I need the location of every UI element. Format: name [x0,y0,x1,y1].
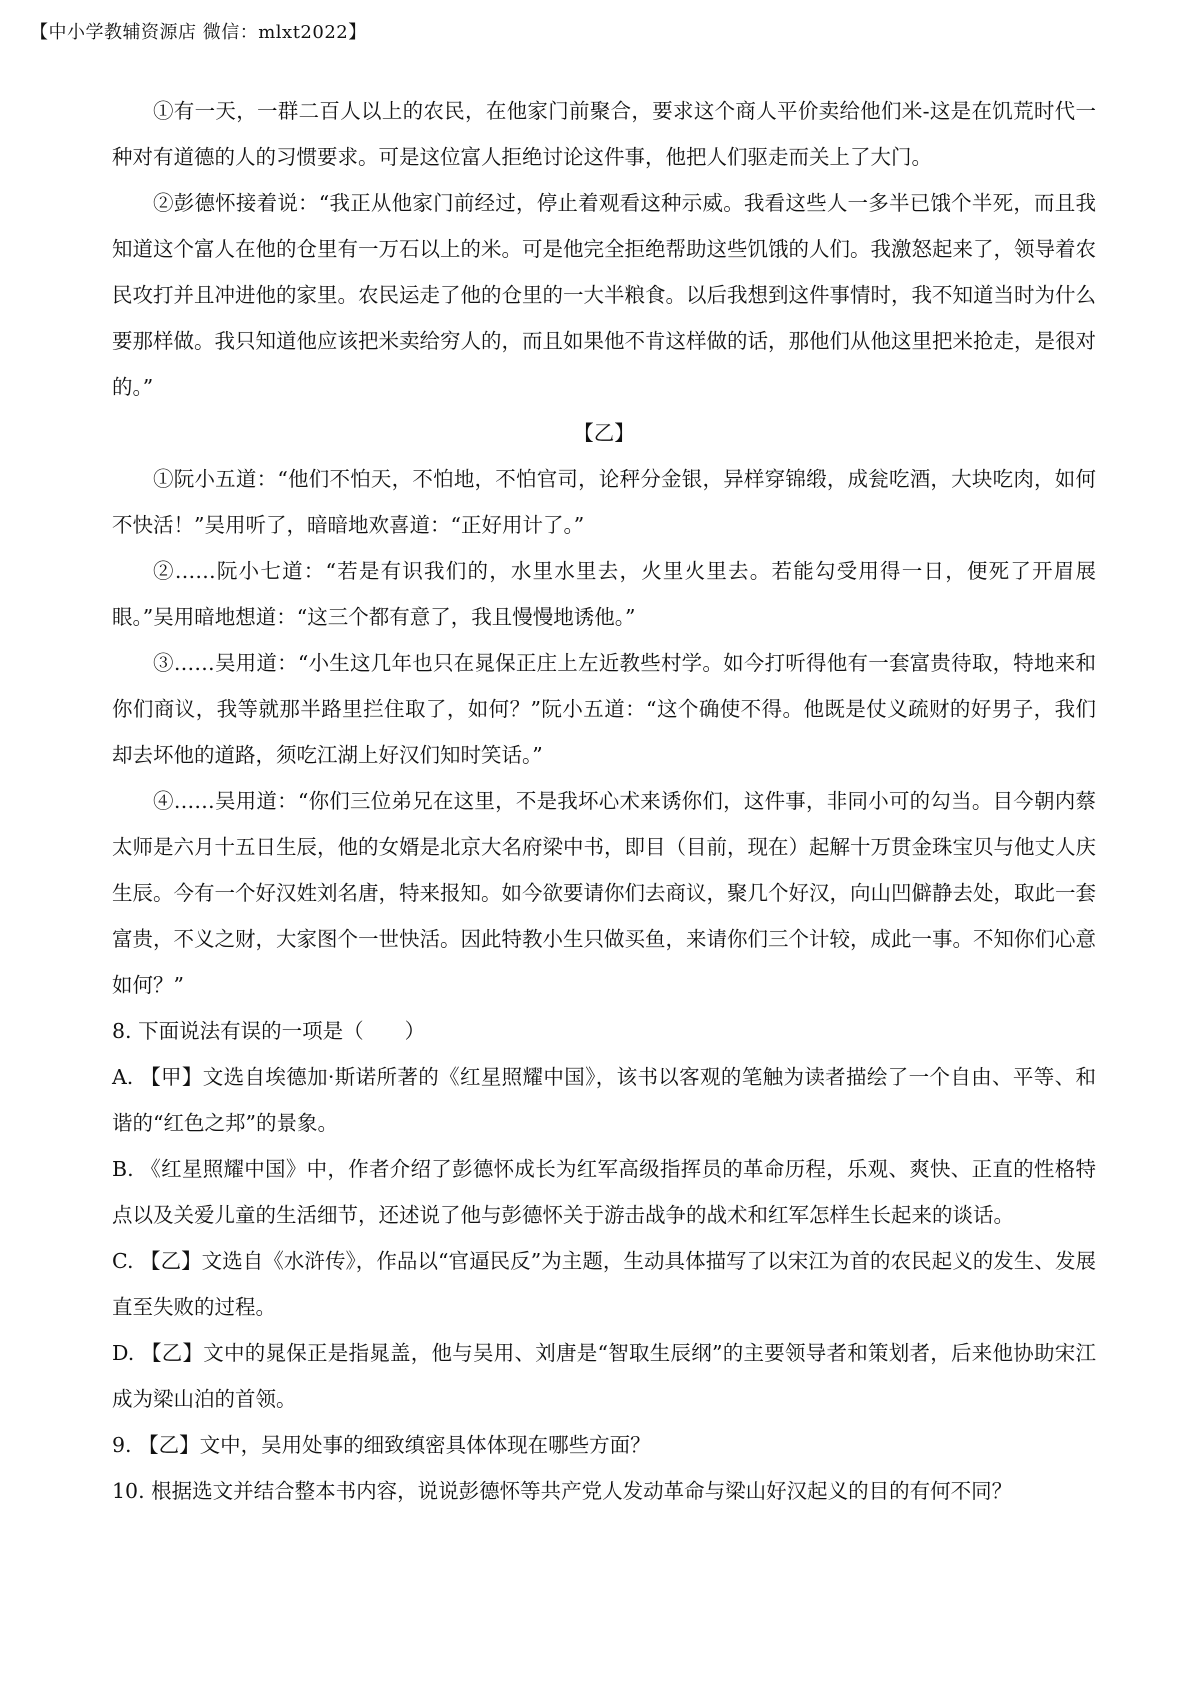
document-body [112,88,1096,1514]
question-8-option-a: A. 【甲】文选自埃德加·斯诺所著的《红星照耀中国》，该书以客观的笔触为读者描绘了一个自由、平等、和谐的“红色之邦”的景象。 [112,1065,1096,1135]
passage-yi-paragraph-2: ②……阮小七道：“若是有识我们的，水里水里去，火里火里去。若能勾受用得一日，便死了开眉展眼。”吴用暗地想道：“这三个都有意了，我且慢慢地诱他。” [112,559,1096,629]
page-header-watermark: 【中小学教辅资源店 微信：mlxt2022】 [30,22,367,43]
passage-yi-paragraph-1: ①阮小五道：“他们不怕天，不怕地，不怕官司，论秤分金银，异样穿锦缎，成瓮吃酒，大块吃肉，如何不快活！”吴用听了，暗暗地欢喜道：“正好用计了。” [112,467,1096,537]
questions [112,1008,1096,1514]
question-8-option-b: B. 《红星照耀中国》中，作者介绍了彭德怀成长为红军高级指挥员的革命历程，乐观、爽快、正直的性格特点以及关爱儿童的生活细节，还述说了他与彭德怀关于游击战争的战术和红军怎样生长起来的谈话。 [112,1157,1096,1227]
passage-jia-paragraph-2: ②彭德怀接着说：“我正从他家门前经过，停止着观看这种示威。我看这些人一多半已饿个半死，而且我知道这个富人在他的仓里有一万石以上的米。可是他完全拒绝帮助这些饥饿的人们。我激怒起来了，领导着农民攻打并且冲进他的家里。农民运走了他的仓里的一大半粮食。以后我想到这件事情时，我不知道当时为什么要那样做。我只知道他应该把米卖给穷人的，而且如果他不肯这样做的话，那他们从他这里把米抢走，是很对的。” [112,191,1096,399]
passage-jia [112,88,1096,410]
passage-yi-paragraph-3: ③……吴用道：“小生这几年也只在晁保正庄上左近教些村学。如今打听得他有一套富贵待取，特地来和你们商议，我等就那半路里拦住取了，如何？”阮小五道：“这个确使不得。他既是仗义疏财的好男子，我们却去坏他的道路，须吃江湖上好汉们知时笑话。” [112,651,1096,767]
question-8-option-c: C. 【乙】文选自《水浒传》，作品以“官逼民反”为主题，生动具体描写了以宋江为首的农民起义的发生、发展直至失败的过程。 [112,1249,1096,1319]
question-9: 9. 【乙】文中，吴用处事的细致缜密具体体现在哪些方面？ [112,1433,651,1457]
passage-yi [112,410,1096,1008]
passage-yi-title: 【乙】 [573,421,635,445]
passage-yi-paragraph-4: ④……吴用道：“你们三位弟兄在这里，不是我坏心术来诱你们，这件事，非同小可的勾当。目今朝内蔡太师是六月十五日生辰，他的女婿是北京大名府梁中书，即目（目前，现在）起解十万贯金珠宝贝与他丈人庆生辰。今有一个好汉姓刘名唐，特来报知。如今欲要请你们去商议，聚几个好汉，向山凹僻静去处，取此一套富贵，不义之财，大家图个一世快活。因此特教小生只做买鱼，来请你们三个计较，成此一事。不知你们心意如何？” [112,789,1096,997]
question-8-stem: 8. 下面说法有误的一项是（ ） [112,1019,426,1043]
passage-jia-paragraph-1: ①有一天，一群二百人以上的农民，在他家门前聚合，要求这个商人平价卖给他们米-这是在饥荒时代一种对有道德的人的习惯要求。可是这位富人拒绝讨论这件事，他把人们驱走而关上了大门。 [112,99,1096,169]
question-10: 10. 根据选文并结合整本书内容，说说彭德怀等共产党人发动革命与梁山好汉起义的目的有何不同？ [112,1479,1013,1503]
question-8-option-d: D. 【乙】文中的晁保正是指晁盖，他与吴用、刘唐是“智取生辰纲”的主要领导者和策划者，后来他协助宋江成为梁山泊的首领。 [112,1341,1096,1411]
